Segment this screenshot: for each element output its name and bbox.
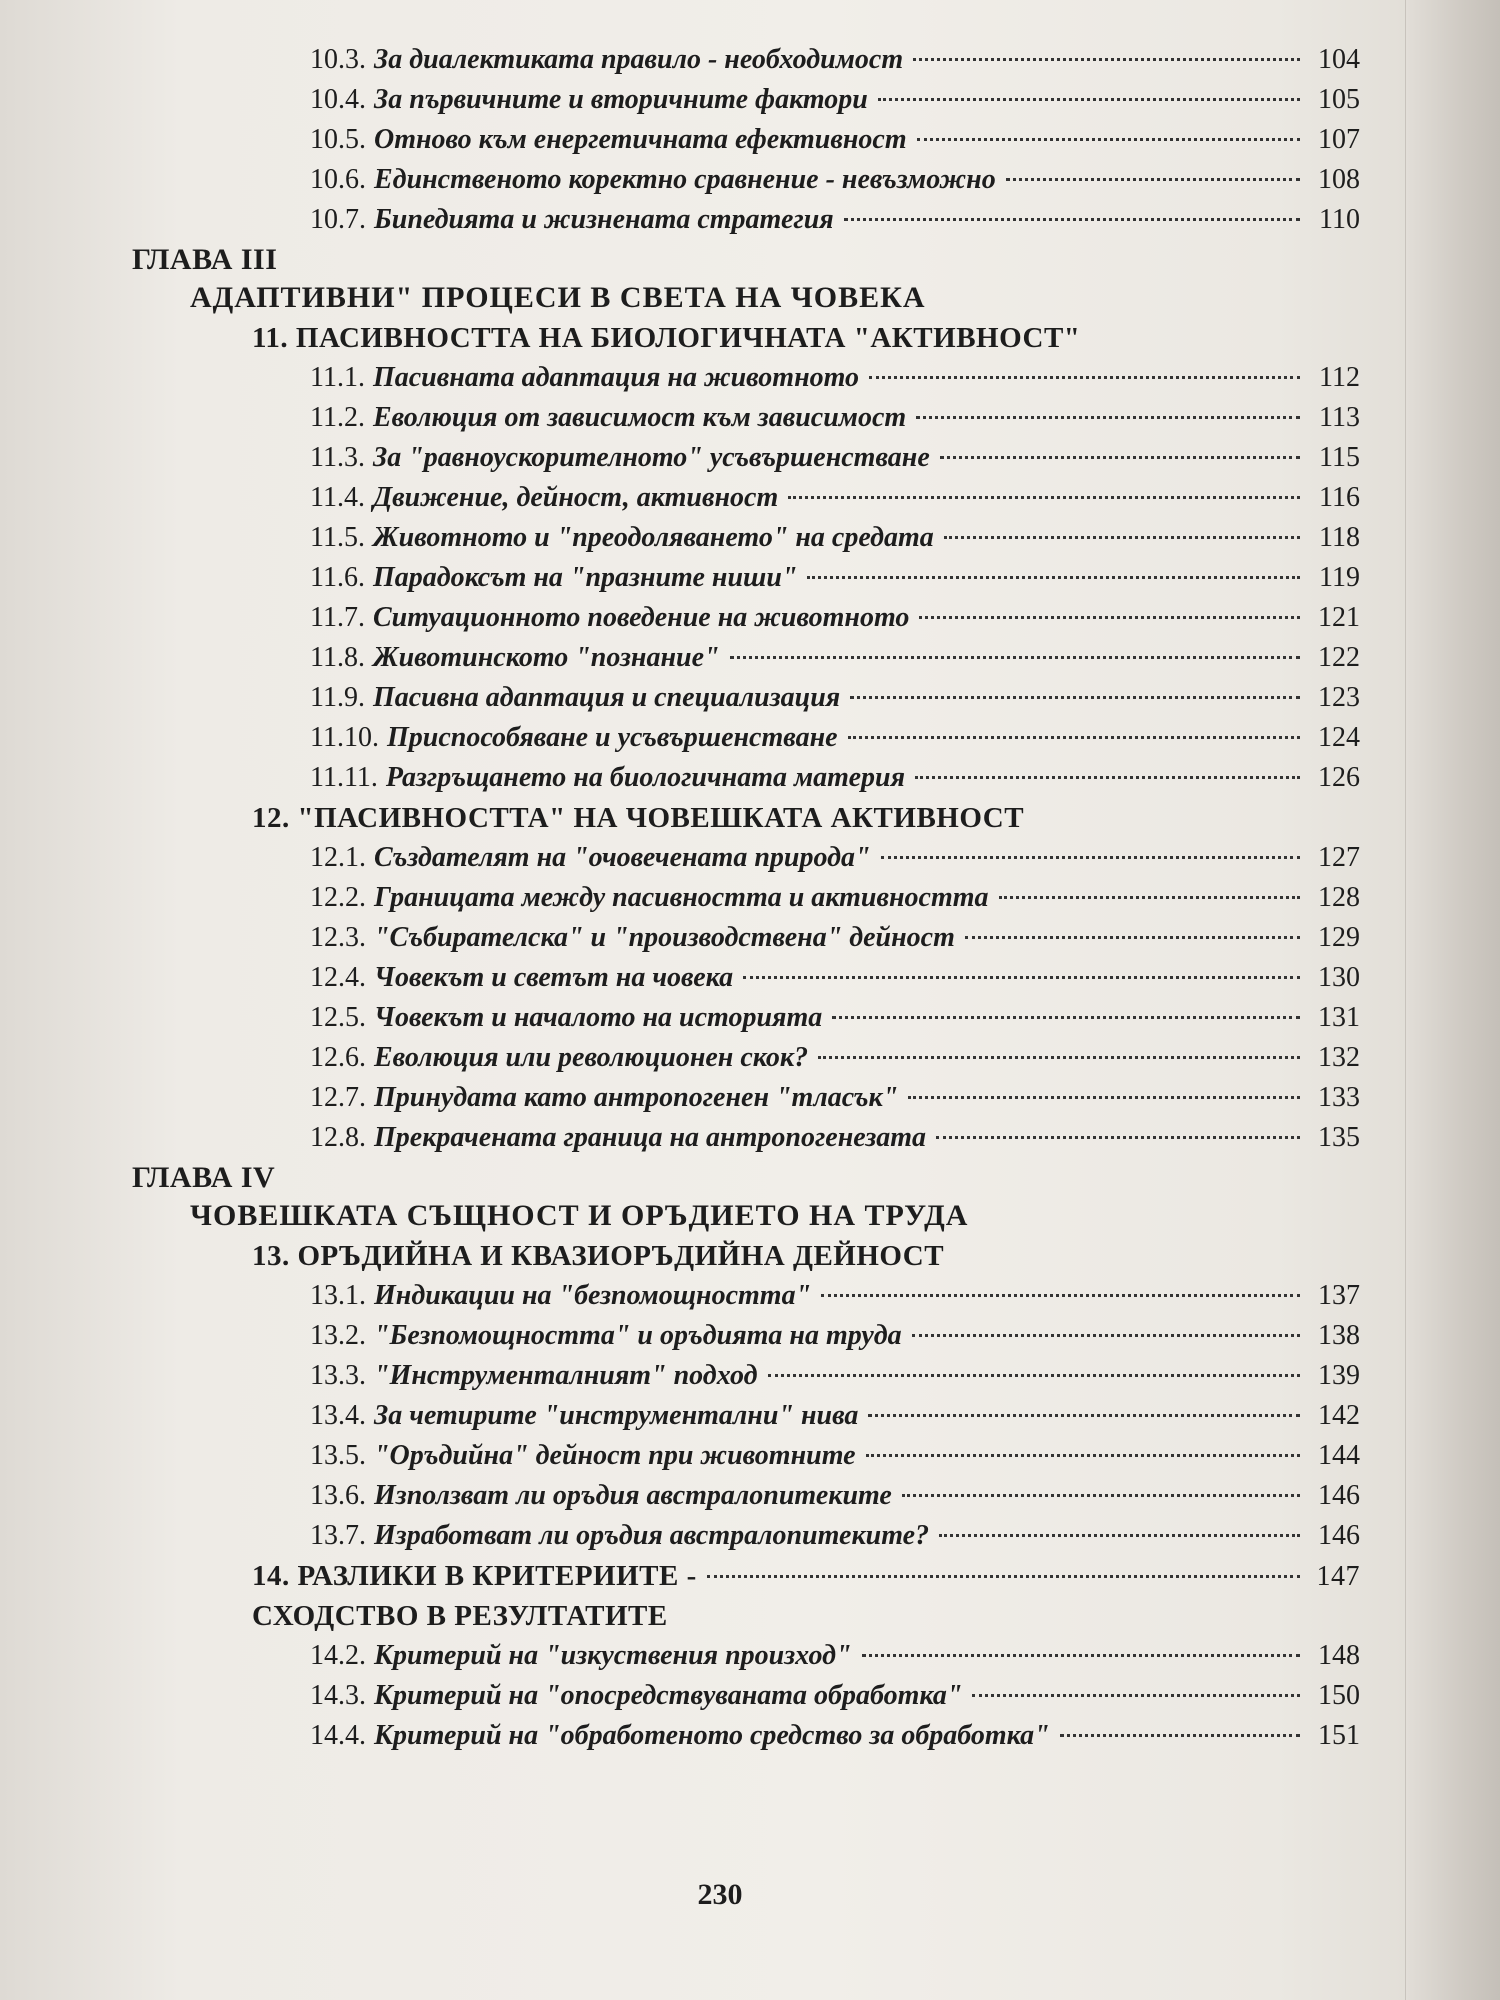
toc-entry[interactable] (310, 80, 1360, 120)
entry-number: 11.2. (310, 402, 365, 433)
leader-dots (850, 696, 1300, 699)
entry-title: Индикации на "безпомощността" (374, 1280, 812, 1311)
toc-entry[interactable] (310, 1516, 1360, 1556)
entry-page: 129 (1318, 922, 1360, 953)
entry-page: 110 (1319, 204, 1360, 235)
toc-entry[interactable] (310, 120, 1360, 160)
page-gutter (1405, 0, 1500, 2000)
leader-dots (972, 1694, 1300, 1697)
section-title: 14. РАЗЛИКИ В КРИТЕРИИТЕ - (252, 1560, 697, 1592)
toc-entry[interactable] (310, 878, 1360, 918)
entry-number: 11.4. (310, 482, 365, 513)
leader-dots (919, 616, 1300, 619)
leader-dots (908, 1096, 1300, 1099)
toc-entry[interactable] (310, 1716, 1360, 1756)
toc-entry[interactable] (310, 438, 1360, 478)
entry-page: 108 (1318, 164, 1360, 195)
entry-number: 11.1. (310, 362, 365, 393)
entry-number: 10.6. (310, 164, 366, 195)
leader-dots (936, 1136, 1300, 1139)
entry-title: Човекът и началото на историята (374, 1002, 823, 1033)
entry-page: 137 (1318, 1280, 1360, 1311)
toc-entry[interactable] (310, 40, 1360, 80)
table-of-contents (130, 40, 1360, 1756)
chapter-label: ГЛАВА IV (132, 1161, 276, 1194)
entry-number: 14.2. (310, 1640, 366, 1671)
chapter-label: ГЛАВА III (132, 243, 278, 276)
entry-title: Границата между пасивността и активността (374, 882, 989, 913)
entry-page: 133 (1318, 1082, 1360, 1113)
toc-entry[interactable] (310, 160, 1360, 200)
entry-number: 12.3. (310, 922, 366, 953)
entry-number: 12.7. (310, 1082, 366, 1113)
toc-entry[interactable] (310, 638, 1360, 678)
entry-title: За "равноускорителното" усъвършенстване (372, 442, 930, 473)
entry-page: 113 (1319, 402, 1360, 433)
toc-entry[interactable] (310, 1676, 1360, 1716)
entry-title: Единственото коректно сравнение - невъзможно (374, 164, 996, 195)
entry-number: 13.6. (310, 1480, 366, 1511)
entry-title: Прекрачената граница на антропогенезата (374, 1122, 927, 1153)
entry-page: 121 (1318, 602, 1360, 633)
entry-number: 11.7. (310, 602, 365, 633)
entry-page: 150 (1318, 1680, 1360, 1711)
leader-dots (869, 376, 1300, 379)
leader-dots (743, 976, 1300, 979)
entry-page: 112 (1319, 362, 1360, 393)
section-heading[interactable]: 11. ПАСИВНОСТТА НА БИОЛОГИЧНАТА "АКТИВНОСТ" (252, 322, 1081, 354)
section-heading[interactable]: 13. ОРЪДИЙНА И КВАЗИОРЪДИЙНА ДЕЙНОСТ (252, 1240, 945, 1272)
leader-dots (999, 896, 1300, 899)
leader-dots (916, 416, 1300, 419)
entry-title: Еволюция или революционен скок? (374, 1042, 809, 1073)
toc-entry[interactable] (310, 1476, 1360, 1516)
entry-page: 146 (1318, 1520, 1360, 1551)
toc-entry[interactable] (310, 598, 1360, 638)
entry-page: 135 (1318, 1122, 1360, 1153)
leader-dots (1060, 1734, 1300, 1737)
entry-title: Пасивна адаптация и специализация (372, 682, 841, 713)
entry-title: Критерий на "опосредствуваната обработка" (374, 1680, 963, 1711)
entry-title: Критерий на "изкуствения произход" (374, 1640, 852, 1671)
entry-number: 10.4. (310, 84, 366, 115)
entry-title: Разгръщането на биологичната материя (385, 762, 906, 793)
entry-number: 11.8. (310, 642, 365, 673)
toc-entry[interactable] (310, 678, 1360, 718)
entry-title: Човекът и светът на човека (374, 962, 734, 993)
leader-dots (768, 1374, 1300, 1377)
section-heading[interactable]: 12. "ПАСИВНОСТТА" НА ЧОВЕШКАТА АКТИВНОСТ (252, 802, 1025, 834)
leader-dots (902, 1494, 1300, 1497)
entry-title: Приспособяване и усъвършенстване (386, 722, 838, 753)
entry-number: 13.5. (310, 1440, 366, 1471)
entry-page: 119 (1319, 562, 1360, 593)
entry-title: За първичните и вторичните фактори (374, 84, 868, 115)
entry-page: 116 (1319, 482, 1360, 513)
entry-page: 123 (1318, 682, 1360, 713)
entry-page: 115 (1319, 442, 1360, 473)
leader-dots (917, 138, 1300, 141)
entry-number: 12.6. (310, 1042, 366, 1073)
toc-entry[interactable] (310, 718, 1360, 758)
leader-dots (912, 1334, 1300, 1337)
leader-dots (940, 456, 1300, 459)
toc-entry[interactable] (310, 1636, 1360, 1676)
section-page: 147 (1316, 1561, 1360, 1592)
toc-entry[interactable] (310, 1118, 1360, 1158)
entry-page: 127 (1318, 842, 1360, 873)
entry-number: 12.4. (310, 962, 366, 993)
leader-dots (807, 576, 1300, 579)
toc-entry[interactable] (310, 1078, 1360, 1118)
entry-title: Еволюция от зависимост към зависимост (372, 402, 907, 433)
leader-dots (965, 936, 1300, 939)
leader-dots (939, 1534, 1300, 1537)
entry-title: Изработват ли оръдия австралопитеките? (374, 1520, 930, 1551)
toc-entry[interactable] (310, 518, 1360, 558)
entry-number: 10.5. (310, 124, 366, 155)
entry-number: 11.11. (310, 762, 378, 793)
toc-entry[interactable] (310, 1276, 1360, 1316)
toc-entry[interactable] (310, 200, 1360, 240)
entry-title: Движение, дейност, активност (372, 482, 779, 513)
entry-page: 126 (1318, 762, 1360, 793)
leader-dots (848, 736, 1300, 739)
leader-dots (821, 1294, 1300, 1297)
entry-title: За четирите "инструментални" нива (374, 1400, 859, 1431)
entry-page: 131 (1318, 1002, 1360, 1033)
toc-entry[interactable] (310, 1316, 1360, 1356)
toc-entry[interactable] (310, 838, 1360, 878)
entry-title: За диалектиката правило - необходимост (374, 44, 904, 75)
leader-dots (944, 536, 1300, 539)
leader-dots (913, 58, 1300, 61)
entry-title: "Събирателска" и "производствена" дейност (374, 922, 955, 953)
entry-number: 12.5. (310, 1002, 366, 1033)
entry-page: 144 (1318, 1440, 1360, 1471)
leader-dots (878, 98, 1300, 101)
entry-page: 105 (1318, 84, 1360, 115)
entry-title: Критерий на "обработеното средство за обработка" (374, 1720, 1050, 1751)
entry-number: 13.1. (310, 1280, 366, 1311)
entry-title: Отново към енергетичната ефективност (374, 124, 907, 155)
entry-number: 11.10. (310, 722, 379, 753)
entry-page: 142 (1318, 1400, 1360, 1431)
entry-page: 122 (1318, 642, 1360, 673)
entry-page: 124 (1318, 722, 1360, 753)
leader-dots (881, 856, 1300, 859)
entry-title: Пасивната адаптация на животното (372, 362, 860, 393)
entry-page: 146 (1318, 1480, 1360, 1511)
toc-entry[interactable] (310, 918, 1360, 958)
entry-title: Животното и "преодоляването" на средата (372, 522, 934, 553)
entry-page: 139 (1318, 1360, 1360, 1391)
toc-entry[interactable] (310, 1396, 1360, 1436)
entry-number: 12.2. (310, 882, 366, 913)
entry-title: Парадоксът на "празните ниши" (372, 562, 798, 593)
leader-dots (844, 218, 1300, 221)
leader-dots (862, 1654, 1300, 1657)
entry-title: Бипедията и жизнената стратегия (374, 204, 834, 235)
entry-page: 118 (1319, 522, 1360, 553)
leader-dots (818, 1056, 1300, 1059)
entry-page: 130 (1318, 962, 1360, 993)
leader-dots (707, 1575, 1300, 1578)
entry-number: 10.3. (310, 44, 366, 75)
chapter-title: АДАПТИВНИ" ПРОЦЕСИ В СВЕТА НА ЧОВЕКА (190, 281, 926, 314)
leader-dots (866, 1454, 1300, 1457)
entry-page: 128 (1318, 882, 1360, 913)
entry-number: 11.9. (310, 682, 365, 713)
entry-title: Принудата като антропогенен "тласък" (374, 1082, 899, 1113)
entry-number: 12.8. (310, 1122, 366, 1153)
leader-dots (1006, 178, 1300, 181)
leader-dots (730, 656, 1300, 659)
entry-title: "Оръдийна" дейност при животните (374, 1440, 856, 1471)
toc-entry[interactable] (310, 998, 1360, 1038)
toc-entry[interactable] (310, 358, 1360, 398)
leader-dots (832, 1016, 1300, 1019)
entry-title: Създателят на "очовечената природа" (374, 842, 871, 873)
entry-page: 132 (1318, 1042, 1360, 1073)
entry-number: 13.7. (310, 1520, 366, 1551)
chapter-title: ЧОВЕШКАТА СЪЩНОСТ И ОРЪДИЕТО НА ТРУДА (190, 1199, 969, 1232)
toc-entry[interactable] (310, 1038, 1360, 1078)
entry-number: 11.3. (310, 442, 365, 473)
entry-number: 13.4. (310, 1400, 366, 1431)
entry-title: Животинското "познание" (372, 642, 720, 673)
entry-number: 10.7. (310, 204, 366, 235)
entry-title: "Безпомощността" и оръдията на труда (374, 1320, 902, 1351)
entry-number: 13.2. (310, 1320, 366, 1351)
section-heading-continued: СХОДСТВО В РЕЗУЛТАТИТЕ (252, 1600, 668, 1632)
entry-number: 12.1. (310, 842, 366, 873)
entry-number: 14.3. (310, 1680, 366, 1711)
leader-dots (915, 776, 1300, 779)
toc-entry[interactable] (310, 558, 1360, 598)
entry-title: Ситуационното поведение на животното (372, 602, 910, 633)
entry-number: 13.3. (310, 1360, 366, 1391)
toc-entry[interactable] (310, 478, 1360, 518)
entry-page: 148 (1318, 1640, 1360, 1671)
entry-number: 14.4. (310, 1720, 366, 1751)
section-heading[interactable] (252, 1556, 1360, 1596)
toc-entry[interactable] (310, 1436, 1360, 1476)
entry-title: "Инструменталният" подход (374, 1360, 758, 1391)
entry-title: Използват ли оръдия австралопитеките (374, 1480, 892, 1511)
entry-number: 11.5. (310, 522, 365, 553)
leader-dots (868, 1414, 1300, 1417)
toc-entry[interactable] (310, 1356, 1360, 1396)
toc-entry[interactable] (310, 958, 1360, 998)
toc-entry[interactable] (310, 398, 1360, 438)
entry-page: 104 (1318, 44, 1360, 75)
page-number: 230 (697, 1878, 743, 1911)
entry-page: 151 (1318, 1720, 1360, 1751)
entry-page: 107 (1318, 124, 1360, 155)
toc-entry[interactable] (310, 758, 1360, 798)
leader-dots (788, 496, 1300, 499)
entry-page: 138 (1318, 1320, 1360, 1351)
entry-number: 11.6. (310, 562, 365, 593)
